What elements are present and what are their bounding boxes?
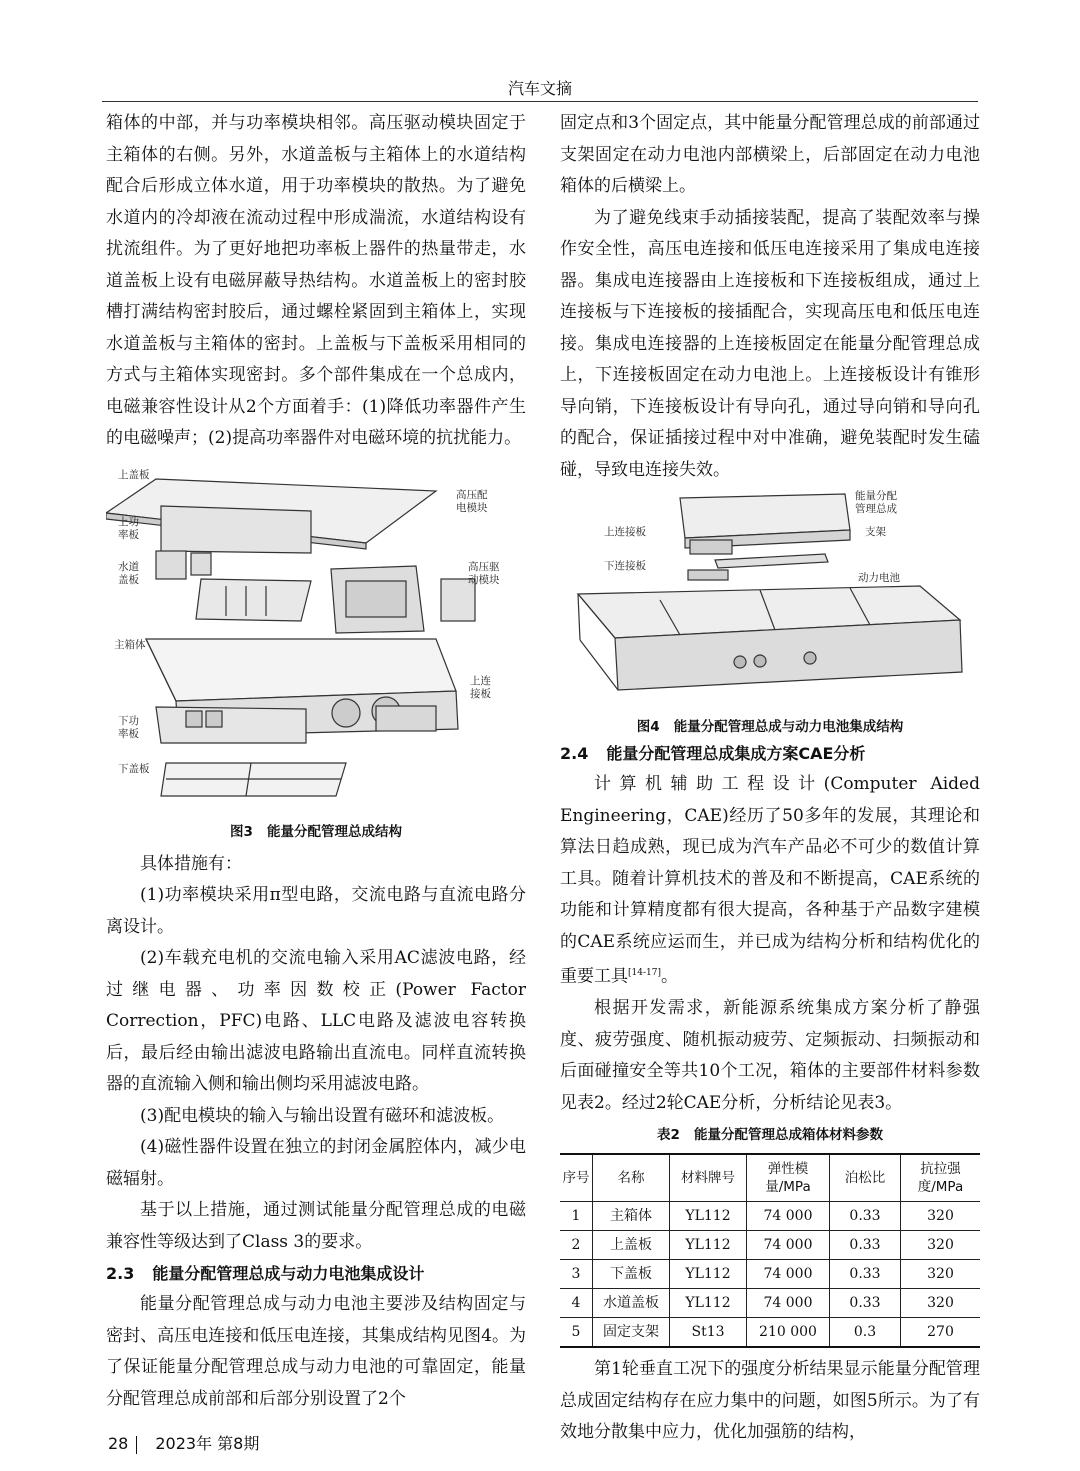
table-header-cell: 名称 bbox=[593, 1154, 670, 1202]
citation: [14-17] bbox=[628, 968, 661, 978]
header-divider bbox=[102, 101, 978, 102]
left-column bbox=[106, 108, 526, 1415]
table-2-number: 表2 bbox=[657, 1127, 680, 1144]
fig3-label-main-box: 主箱体 bbox=[114, 638, 146, 651]
fig3-label-upper-power: 上功率板 bbox=[118, 515, 139, 541]
table-header-cell: 序号 bbox=[562, 1170, 590, 1187]
table-cell: 320 bbox=[901, 1231, 981, 1260]
table-cell: 320 bbox=[901, 1289, 981, 1318]
table-header-cell: 材料牌号 bbox=[670, 1154, 747, 1202]
measure-1: (1)功率模块采用π型电路，交流电路与直流电路分离设计。 bbox=[106, 885, 526, 937]
table-cell: YL112 bbox=[670, 1260, 747, 1289]
section-2-3-title: 能量分配管理总成与动力电池集成设计 bbox=[152, 1264, 425, 1283]
table-2-caption bbox=[560, 1123, 980, 1147]
table-cell: 74 000 bbox=[747, 1260, 830, 1289]
fig3-label-water-cover: 水道盖板 bbox=[118, 560, 139, 586]
table-cell: 0.33 bbox=[830, 1260, 901, 1289]
table-header-cell: 泊松比 bbox=[830, 1154, 901, 1202]
fig4-label-lower-conn: 下连接板 bbox=[604, 560, 646, 572]
figure-4 bbox=[560, 490, 980, 716]
fig3-label-lower-power: 下功率板 bbox=[118, 714, 139, 740]
table-cell: 水道盖板 bbox=[593, 1289, 670, 1318]
figure-4-number: 图4 bbox=[636, 719, 660, 735]
table-header-cell: 弹性模量/MPa bbox=[747, 1154, 830, 1202]
table-row bbox=[560, 1289, 980, 1318]
table-row bbox=[560, 1231, 980, 1260]
section-2-4-paragraph-2: 根据开发需求，新能源系统集成方案分析了静强度、疲劳强度、随机振动疲劳、定频振动、扫频振动和后面碰撞安全等共10个工况，箱体的主要部件材料参数见表2。经过2轮CAE分析，分析结论见表3。 bbox=[560, 998, 980, 1113]
table-header-row bbox=[560, 1154, 980, 1202]
cae-text: 计算机辅助工程设计(Computer Aided Engineering，CAE)经历了50多年的发展，其理论和算法日趋成熟，现已成为汽车产品必不可少的数值计算工具。随着计算机技术的普及和不断提高，CAE系统的功能和计算精度都有很大提高，各种基于产品数字建模的CAE系统应运而生，并已成为结构分析和结构优化的重要工具 bbox=[560, 774, 980, 987]
measure-3: (3)配电模块的输入与输出设置有磁环和滤波板。 bbox=[140, 1105, 505, 1126]
table-cell: 2 bbox=[571, 1237, 581, 1254]
cae-text-end: 。 bbox=[660, 966, 678, 987]
fig4-label-battery: 动力电池 bbox=[858, 572, 900, 584]
table-cell: 270 bbox=[901, 1318, 981, 1348]
figure-3-number: 图3 bbox=[230, 823, 253, 840]
table-cell: 0.3 bbox=[830, 1318, 901, 1348]
right-paragraph-1: 固定点和3个固定点，其中能量分配管理总成的前部通过支架固定在动力电池内部横梁上，后部固定在动力电池箱体的后横梁上。 bbox=[560, 113, 980, 196]
emc-conclusion: 基于以上措施，通过测试能量分配管理总成的电磁兼容性等级达到了Class 3的要求。 bbox=[106, 1200, 526, 1252]
table-cell: 5 bbox=[571, 1324, 581, 1341]
section-2-4-number: 2.4 bbox=[560, 744, 589, 763]
table-cell: 320 bbox=[901, 1202, 981, 1231]
table-cell: 上盖板 bbox=[593, 1231, 670, 1260]
table-row bbox=[560, 1260, 980, 1289]
table-cell: 3 bbox=[571, 1266, 581, 1283]
table-cell: 下盖板 bbox=[593, 1260, 670, 1289]
measures-intro: 具体措施有： bbox=[140, 853, 242, 874]
table-cell: St13 bbox=[670, 1318, 747, 1348]
table-cell: 主箱体 bbox=[593, 1202, 670, 1231]
figure-4-drawing bbox=[560, 490, 980, 716]
measure-2: (2)车载充电机的交流电输入采用AC滤波电路，经过继电器、功率因数校正(Power Factor Correction，PFC)电路、LLC电路及滤波电容转换后，最后经由输出滤波电路输出直流电。同样直流转换器的直流输入侧和输出侧均采用滤波电路。 bbox=[106, 948, 526, 1094]
right-paragraph-2: 为了避免线束手动插接装配，提高了装配效率与操作安全性，高压电连接和低压电连接采用了集成电连接器。集成电连接器由上连接板和下连接板组成，通过上连接板与下连接板的接插配合，实现高压电和低压电连接。集成电连接器的上连接板固定在能量分配管理总成上，下连接板固定在动力电池上。上连接板设计有锥形导向销，下连接板设计有导向孔，通过导向销和导向孔的配合，保证插接过程中对中准确，避免装配时发生磕碰，导致电连接失效。 bbox=[560, 207, 980, 480]
fig3-label-bottom-cover: 下盖板 bbox=[118, 762, 150, 775]
left-paragraph-1: 箱体的中部，并与功率模块相邻。高压驱动模块固定于主箱体的右侧。另外，水道盖板与主箱体上的水道结构配合后形成立体水道，用于功率模块的散热。为了避免水道内的冷却液在流动过程中形成湍流，水道结构设有扰流组件。为了更好地把功率板上器件的热量带走，水道盖板上设有电磁屏蔽导热结构。水道盖板上的密封胶槽打满结构密封胶后，通过螺栓紧固到主箱体上，实现水道盖板与主箱体的密封。上盖板与下盖板采用相同的方式与主箱体实现密封。多个部件集成在一个总成内，电磁兼容性设计从2个方面着手：(1)降低功率器件产生的电磁噪声；(2)提高功率器件对电磁环境的抗扰能力。 bbox=[106, 113, 526, 448]
running-header: 汽车文摘 bbox=[507, 79, 572, 98]
fig3-label-hv-dist: 高压配电模块 bbox=[456, 488, 488, 514]
table-cell: YL112 bbox=[670, 1231, 747, 1260]
section-2-4-title: 能量分配管理总成集成方案CAE分析 bbox=[606, 744, 866, 763]
table-2-title: 能量分配管理总成箱体材料参数 bbox=[693, 1127, 883, 1144]
section-2-4-paragraph-1 bbox=[560, 769, 980, 993]
table-cell: YL112 bbox=[670, 1202, 747, 1231]
figure-4-caption bbox=[560, 716, 980, 738]
table-cell: YL112 bbox=[670, 1289, 747, 1318]
fig4-label-bracket: 支架 bbox=[865, 526, 886, 538]
fig4-label-upper-conn: 上连接板 bbox=[604, 526, 646, 538]
fig3-label-upper-conn: 上连接板 bbox=[470, 674, 491, 700]
issue-label: 2023年 第8期 bbox=[155, 1434, 260, 1453]
table-cell: 74 000 bbox=[747, 1289, 830, 1318]
measure-4: (4)磁性器件设置在独立的封闭金属腔体内，减少电磁辐射。 bbox=[106, 1137, 526, 1189]
table-2 bbox=[560, 1153, 980, 1348]
page-footer bbox=[108, 1431, 259, 1454]
section-2-3-number: 2.3 bbox=[106, 1264, 135, 1283]
table-cell: 320 bbox=[901, 1260, 981, 1289]
table-cell: 74 000 bbox=[747, 1202, 830, 1231]
fig3-label-top-cover: 上盖板 bbox=[118, 468, 150, 481]
section-2-3-paragraph: 能量分配管理总成与动力电池主要涉及结构固定与密封、高压电连接和低压电连接，其集成结构见图4。为了保证能量分配管理总成与动力电池的可靠固定，能量分配管理总成前部和后部分别设置了2个 bbox=[106, 1294, 526, 1409]
section-2-4-heading bbox=[560, 738, 980, 769]
table-cell: 0.33 bbox=[830, 1289, 901, 1318]
page-number: 28 bbox=[108, 1434, 129, 1453]
table-header-cell: 抗拉强度/MPa bbox=[901, 1154, 981, 1202]
figure-4-title: 能量分配管理总成与动力电池集成结构 bbox=[673, 719, 904, 735]
table-cell: 210 000 bbox=[747, 1318, 830, 1348]
table-cell: 0.33 bbox=[830, 1202, 901, 1231]
footer-divider bbox=[136, 1436, 137, 1454]
table-cell: 4 bbox=[571, 1295, 581, 1312]
figure-3-drawing bbox=[106, 461, 526, 821]
section-2-3-heading bbox=[106, 1258, 526, 1289]
table-cell: 74 000 bbox=[747, 1231, 830, 1260]
figure-3-title: 能量分配管理总成结构 bbox=[266, 823, 402, 840]
table-row bbox=[560, 1318, 980, 1348]
figure-3 bbox=[106, 461, 526, 821]
right-column bbox=[560, 108, 980, 1449]
figure-3-caption bbox=[106, 821, 526, 843]
fig4-label-assembly: 能量分配管理总成 bbox=[855, 490, 897, 515]
table-cell: 固定支架 bbox=[593, 1318, 670, 1348]
fig3-label-hv-drive: 高压驱动模块 bbox=[468, 560, 500, 586]
right-final-paragraph: 第1轮垂直工况下的强度分析结果显示能量分配管理总成固定结构存在应力集中的问题，如图5所示。为了有效地分散集中应力，优化加强筋的结构， bbox=[560, 1359, 980, 1443]
table-cell: 1 bbox=[571, 1208, 581, 1225]
table-row bbox=[560, 1202, 980, 1231]
table-cell: 0.33 bbox=[830, 1231, 901, 1260]
